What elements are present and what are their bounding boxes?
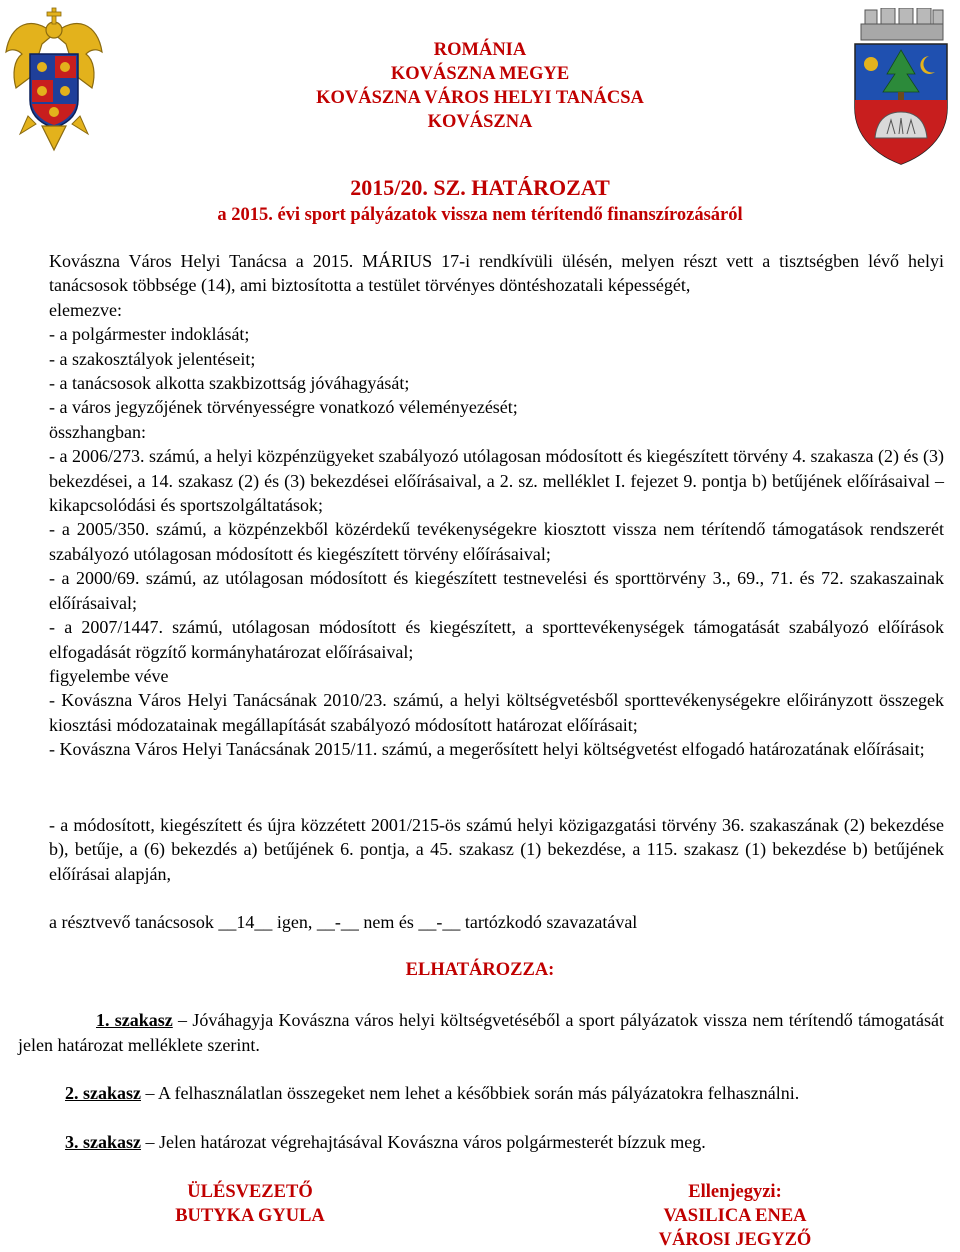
legal-basis: - a módosított, kiegészített és újra közzétett 2001/215-ös számú helyi közigazgatási törvény 36. szakaszának (2) bekezdése b), betűje, a (6) bekezdés a) betűjének 6. pontja, a 45. szakasz (1) bekezdése, a 115. szakasz (1) bekezdése b) betűjének előírásai alapján,	[49, 815, 944, 884]
chair-name: BUTYKA GYULA	[175, 1206, 325, 1226]
article-label: 3. szakasz	[65, 1132, 141, 1152]
header-city: KOVÁSZNA	[427, 112, 533, 132]
figyelembe-label: figyelembe véve	[49, 665, 169, 686]
osszhangban-label: összhangban:	[49, 421, 146, 442]
list-item: - a város jegyzőjének törvényességre vonatkozó véleményezését;	[49, 397, 518, 418]
notary-name: VASILICA ENEA	[663, 1206, 807, 1226]
elemezve-label: elemezve:	[49, 299, 122, 320]
kovaszna-coat-of-arms	[851, 8, 951, 166]
article-1	[18, 1008, 944, 1058]
signature-left	[130, 1180, 370, 1228]
vote-line: a résztvevő tanácsosok __14__ igen, __-__ nem és __-__ tartózkodó szavazatával	[49, 912, 638, 932]
decision-subtitle: a 2015. évi sport pályázatok vissza nem térítendő finanszírozásáról	[217, 205, 743, 225]
list-item: - a szakosztályok jelentéseit;	[49, 348, 256, 369]
list-item: - a polgármester indoklását;	[49, 324, 250, 345]
header-country: ROMÁNIA	[433, 40, 527, 60]
law-item: - a 2006/273. számú, a helyi közpénzügyeket szabályozó utólagosan módosított és kiegészített törvény 4. szakasza (2) és (3) bekezdései, a 14. szakasz (2) és (3) bekezdései előírásaival, a 2. sz. melléklet I. fejezet 9. pontja b) betűjének előírásaival – kikapcsolódási és sportszolgáltatások;	[49, 446, 944, 516]
header-county: KOVÁSZNA MEGYE	[390, 64, 570, 84]
signature-right	[615, 1180, 855, 1252]
vote-block	[18, 910, 944, 934]
article-2	[18, 1081, 944, 1106]
preamble-intro: Kovászna Város Helyi Tanácsa a 2015. MÁRIUS 17-i rendkívüli ülésén, melyen részt vett a tisztségben lévő helyi tanácsosok többsége (14), ami biztosította a testület törvényes döntéshozatali képességét,	[49, 251, 944, 296]
notary-role: VÁROSI JEGYZŐ	[658, 1230, 812, 1250]
article-label: 2. szakasz	[65, 1083, 141, 1103]
article-text: – Jelen határozat végrehajtásával Kovászna város polgármesterét bízzuk meg.	[141, 1132, 706, 1152]
article-label: 1. szakasz	[96, 1010, 173, 1030]
legal-basis-block	[18, 813, 944, 886]
header-council: KOVÁSZNA VÁROS HELYI TANÁCSA	[316, 88, 644, 108]
article-text: – Jóváhagyja Kovászna város helyi költségvetéséből a sport pályázatok vissza nem térítendő támogatását jelen határozat melléklete szerint.	[18, 1010, 945, 1055]
chair-title: ÜLÉSVEZETŐ	[187, 1182, 313, 1202]
decision-title: 2015/20. SZ. HATÁROZAT	[350, 175, 610, 200]
decision-item: - Kovászna Város Helyi Tanácsának 2010/23. számú, a helyi költségvetésből sporttevékenységekre előirányzott összegek kiosztási módozatainak megállapítását szabályozó módosított határozat előírásait;	[49, 690, 944, 735]
elhatarozza-heading: ELHATÁROZZA:	[405, 960, 555, 980]
decision-item: - Kovászna Város Helyi Tanácsának 2015/11. számú, a megerősített helyi költségvetést elfogadó határozatának előírásait;	[49, 739, 925, 760]
countersign-title: Ellenjegyzi:	[688, 1182, 782, 1202]
document-header	[180, 38, 780, 134]
law-item: - a 2000/69. számú, az utólagosan módosított és kiegészített testnevelési és sporttörvény 3., 69., 71. és 72. szakaszainak előírásaival;	[49, 568, 944, 613]
list-item: - a tanácsosok alkotta szakbizottság jóváhagyását;	[49, 373, 410, 394]
preamble	[18, 249, 944, 762]
law-item: - a 2005/350. számú, a közpénzekből közérdekű tevékenységekre kiosztott vissza nem térítendő támogatások rendszerét szabályozó utólagosan módosított és kiegészített törvény előírásaival;	[49, 519, 944, 564]
article-3	[18, 1130, 944, 1155]
law-item: - a 2007/1447. számú, utólagosan módosított és kiegészített, a sporttevékenységek támogatását szabályozó előírások elfogadását rögzítő kormányhatározat előírásaival;	[49, 617, 944, 662]
romania-coat-of-arms	[2, 4, 106, 152]
article-text: – A felhasználatlan összegeket nem lehet a későbbiek során más pályázatokra felhasználni.	[141, 1083, 800, 1103]
